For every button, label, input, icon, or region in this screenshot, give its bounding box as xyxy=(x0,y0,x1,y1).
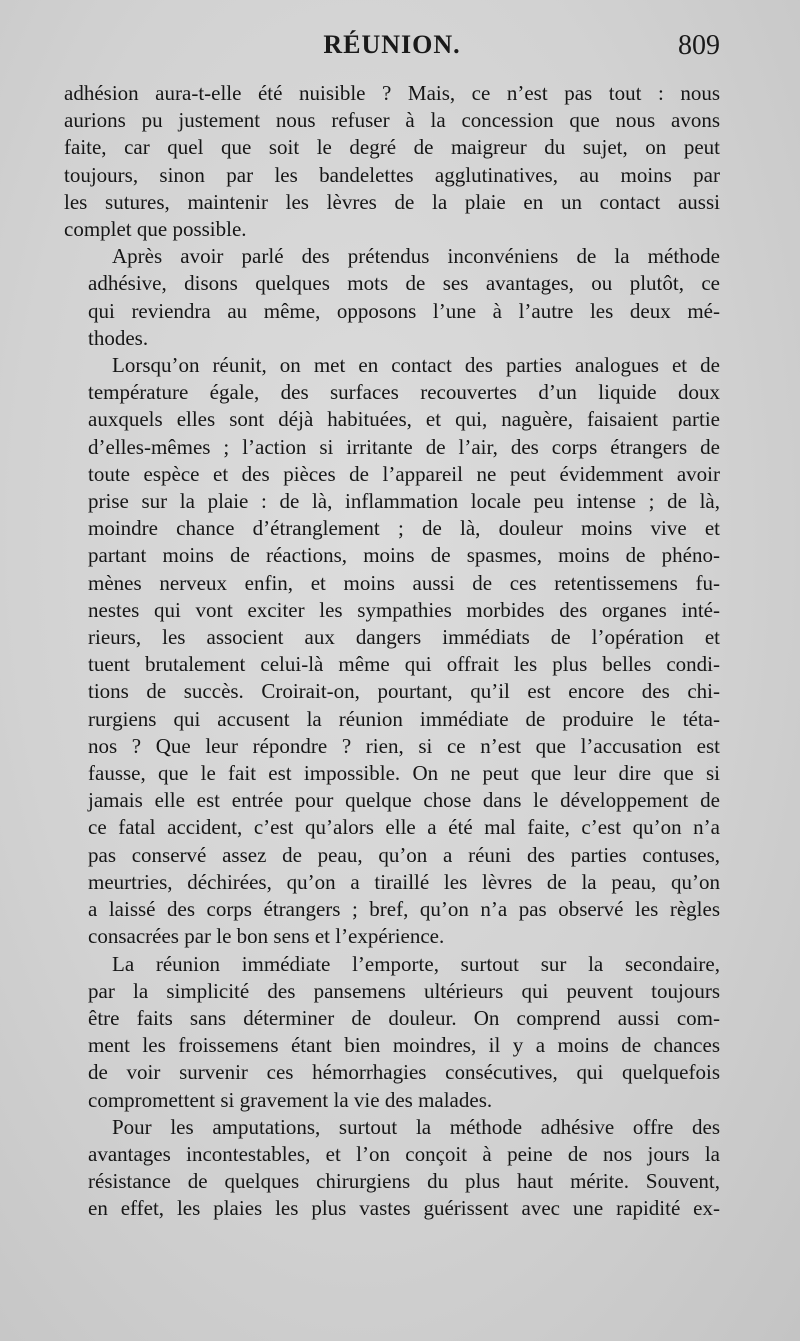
text-line: toute espèce et des pièces de l’appareil ne peut évidemment avoir xyxy=(88,461,720,486)
text-line: température égale, des surfaces recouvertes d’un liquide doux xyxy=(88,380,720,405)
text-line: avantages incontestables, et l’on conçoit à peine de nos jours la xyxy=(88,1141,720,1166)
paragraph-5 xyxy=(64,1114,720,1223)
text-line: La réunion immédiate l’emporte, surtout sur la secondaire, xyxy=(112,951,720,976)
text-line: Lorsqu’on réunit, on met en contact des parties analogues et de xyxy=(112,353,720,378)
text-line: auxquels elles sont déjà habituées, et qui, naguère, faisaient partie xyxy=(88,407,720,432)
text-line: jamais elle est entrée pour quelque chose dans le développement de xyxy=(88,788,720,813)
text-line: fausse, que le fait est impossible. On ne peut que leur dire que si xyxy=(88,761,720,786)
text-line: consacrées par le bon sens et l’expérience. xyxy=(88,924,445,949)
page-header xyxy=(64,30,720,70)
text-line: qui reviendra au même, opposons l’une à l’autre les deux mé- xyxy=(88,298,720,323)
text-line: ce fatal accident, c’est qu’alors elle a été mal faite, c’est qu’on n’a xyxy=(88,815,720,840)
text-line: compromettent si gravement la vie des malades. xyxy=(88,1087,493,1112)
text-line: toujours, sinon par les bandelettes agglutinatives, au moins par xyxy=(64,162,720,187)
text-line: rieurs, les associent aux dangers immédiats de l’opération et xyxy=(88,625,720,650)
paragraph-3 xyxy=(64,352,720,950)
text-line: mènes nerveux enfin, et moins aussi de ces retentissemens fu- xyxy=(88,570,720,595)
text-line: thodes. xyxy=(88,325,149,350)
text-line: par la simplicité des pansemens ultérieurs qui peuvent toujours xyxy=(88,978,720,1003)
paragraph-4 xyxy=(64,951,720,1114)
text-line: d’elles-mêmes ; l’action si irritante de l’air, des corps étrangers de xyxy=(88,434,720,459)
text-line: tions de succès. Croirait-on, pourtant, qu’il est encore des chi- xyxy=(88,679,720,704)
running-title: RÉUNION. xyxy=(323,30,461,59)
body-text xyxy=(64,80,720,1223)
text-line: résistance de quelques chirurgiens du plus haut mérite. Souvent, xyxy=(88,1169,720,1194)
text-line: de voir survenir ces hémorrhagies consécutives, qui quelquefois xyxy=(88,1060,720,1085)
text-line: Après avoir parlé des prétendus inconvéniens de la méthode xyxy=(112,244,720,269)
paragraph-2 xyxy=(64,243,720,352)
text-line: nos ? Que leur répondre ? rien, si ce n’est que l’accusation est xyxy=(88,733,720,758)
text-line: complet que possible. xyxy=(64,217,247,242)
page-number: 809 xyxy=(678,30,720,61)
text-line: aurions pu justement nous refuser à la concession que nous avons xyxy=(64,108,720,133)
text-line: partant moins de réactions, moins de spasmes, moins de phéno- xyxy=(88,543,720,568)
text-line: adhésive, disons quelques mots de ses avantages, ou plutôt, ce xyxy=(88,271,720,296)
text-line: faite, car quel que soit le degré de maigreur du sujet, on peut xyxy=(64,135,720,160)
text-line: en effet, les plaies les plus vastes guérissent avec une rapidité ex- xyxy=(88,1196,720,1221)
text-line: être faits sans déterminer de douleur. On comprend aussi com- xyxy=(88,1005,720,1030)
text-line: adhésion aura-t-elle été nuisible ? Mais, ce n’est pas tout : nous xyxy=(64,81,720,105)
text-line: ment les froissemens étant bien moindres, il y a moins de chances xyxy=(88,1033,720,1058)
text-line: moindre chance d’étranglement ; de là, douleur moins vive et xyxy=(88,516,720,541)
text-line: meurtries, déchirées, qu’on a tiraillé les lèvres de la peau, qu’on xyxy=(88,869,720,894)
text-line: nestes qui vont exciter les sympathies morbides des organes inté- xyxy=(88,597,720,622)
text-line: rurgiens qui accusent la réunion immédiate de produire le téta- xyxy=(88,706,720,731)
text-line: les sutures, maintenir les lèvres de la plaie en un contact aussi xyxy=(64,189,720,214)
paragraph-1 xyxy=(64,80,720,243)
text-line: Pour les amputations, surtout la méthode adhésive offre des xyxy=(112,1114,720,1139)
text-line: a laissé des corps étrangers ; bref, qu’on n’a pas observé les règles xyxy=(88,897,720,922)
text-line: pas conservé assez de peau, qu’on a réuni des parties contuses, xyxy=(88,842,720,867)
text-line: prise sur la plaie : de là, inflammation locale peu intense ; de là, xyxy=(88,489,720,514)
text-line: tuent brutalement celui-là même qui offrait les plus belles condi- xyxy=(88,652,720,677)
